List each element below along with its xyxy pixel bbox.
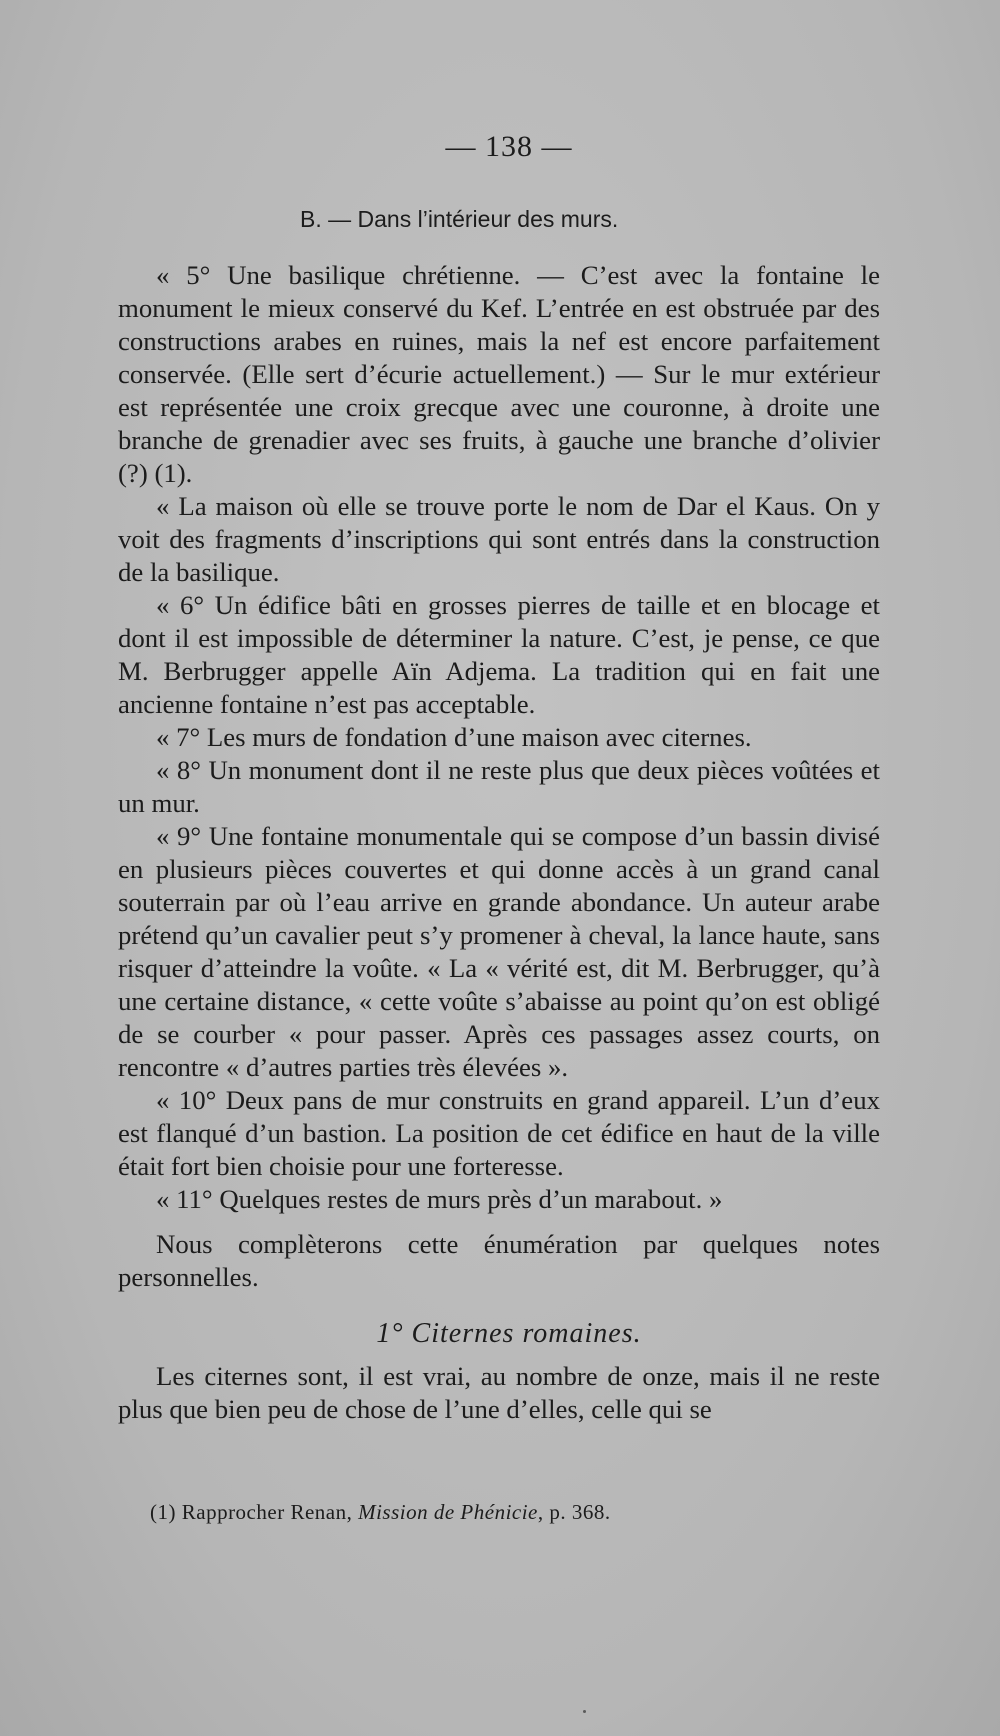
subheading-citernes: 1° Citernes romaines. [376,1318,642,1349]
paragraph-citernes: Les citernes sont, il est vrai, au nombre de onze, mais il ne reste plus que bien peu de chose de l’une d’elles, celle qui se [118,1361,880,1424]
paper-speck [583,1710,586,1713]
footnote [150,1500,611,1525]
footnote-title: Mission de Phénicie [358,1500,538,1524]
paragraph-item-10: « 10° Deux pans de mur construits en grand appareil. L’un d’eux est flanqué d’un bastion. La position de cet édifice en haut de la ville était fort bien choisie pour une forteresse. [118,1085,880,1181]
footnote-suffix: , p. 368. [537,1500,611,1524]
paragraph-item-11: « 11° Quelques restes de murs près d’un marabout. » [156,1184,723,1214]
paragraph-basilica: « 5° Une basilique chrétienne. — C’est avec la fontaine le monument le mieux conservé du Kef. L’entrée en est obstruée par des constructions arabes en ruines, mais la nef est encore parfaitement conservée. (Elle sert d’écurie actuellement.) — Sur le mur extérieur est représentée une croix grecque avec une couronne, à droite une branche de grenadier avec ses fruits, à gauche une branche d’olivier (?) (1). [118,260,880,488]
paragraph-personal-notes: Nous complèterons cette énumération par quelques notes personnelles. [118,1229,880,1292]
paragraph-item-7: « 7° Les murs de fondation d’une maison avec citernes. [156,722,752,752]
page-number: — 138 — [445,130,573,163]
paragraph-item-6: « 6° Un édifice bâti en grosses pierres de taille et en blocage et dont il est impossible de déterminer la nature. C’est, je pense, ce que M. Berbrugger appelle Aïn Adjema. La tradition qui en fait une ancienne fontaine n’est pas acceptable. [118,590,880,719]
paragraph-item-8: « 8° Un monument dont il ne reste plus que deux pièces voûtées et un mur. [118,755,880,818]
section-heading: B. — Dans l’intérieur des murs. [300,206,619,232]
paragraph-item-9: « 9° Une fontaine monumentale qui se compose d’un bassin divisé en plusieurs pièces couvertes et qui donne accès à un grand canal souterrain par où l’eau arrive en grande abondance. Un auteur arabe prétend qu’un cavalier peut s’y promener à cheval, la lance haute, sans risquer d’atteindre la voûte. « La « vérité est, dit M. Berbrugger, qu’à une certaine distance, « cette voûte s’abaisse au point qu’on est obligé de se courber « pour passer. Après ces passages assez courts, on rencontre « d’autres parties très élevées ». [118,821,880,1082]
document-page [118,130,880,1426]
paragraph-dar-el-kaus: « La maison où elle se trouve porte le nom de Dar el Kaus. On y voit des fragments d’inscriptions qui sont entrés dans la construction de la basilique. [118,491,880,587]
footnote-prefix: (1) Rapprocher Renan, [150,1500,359,1524]
